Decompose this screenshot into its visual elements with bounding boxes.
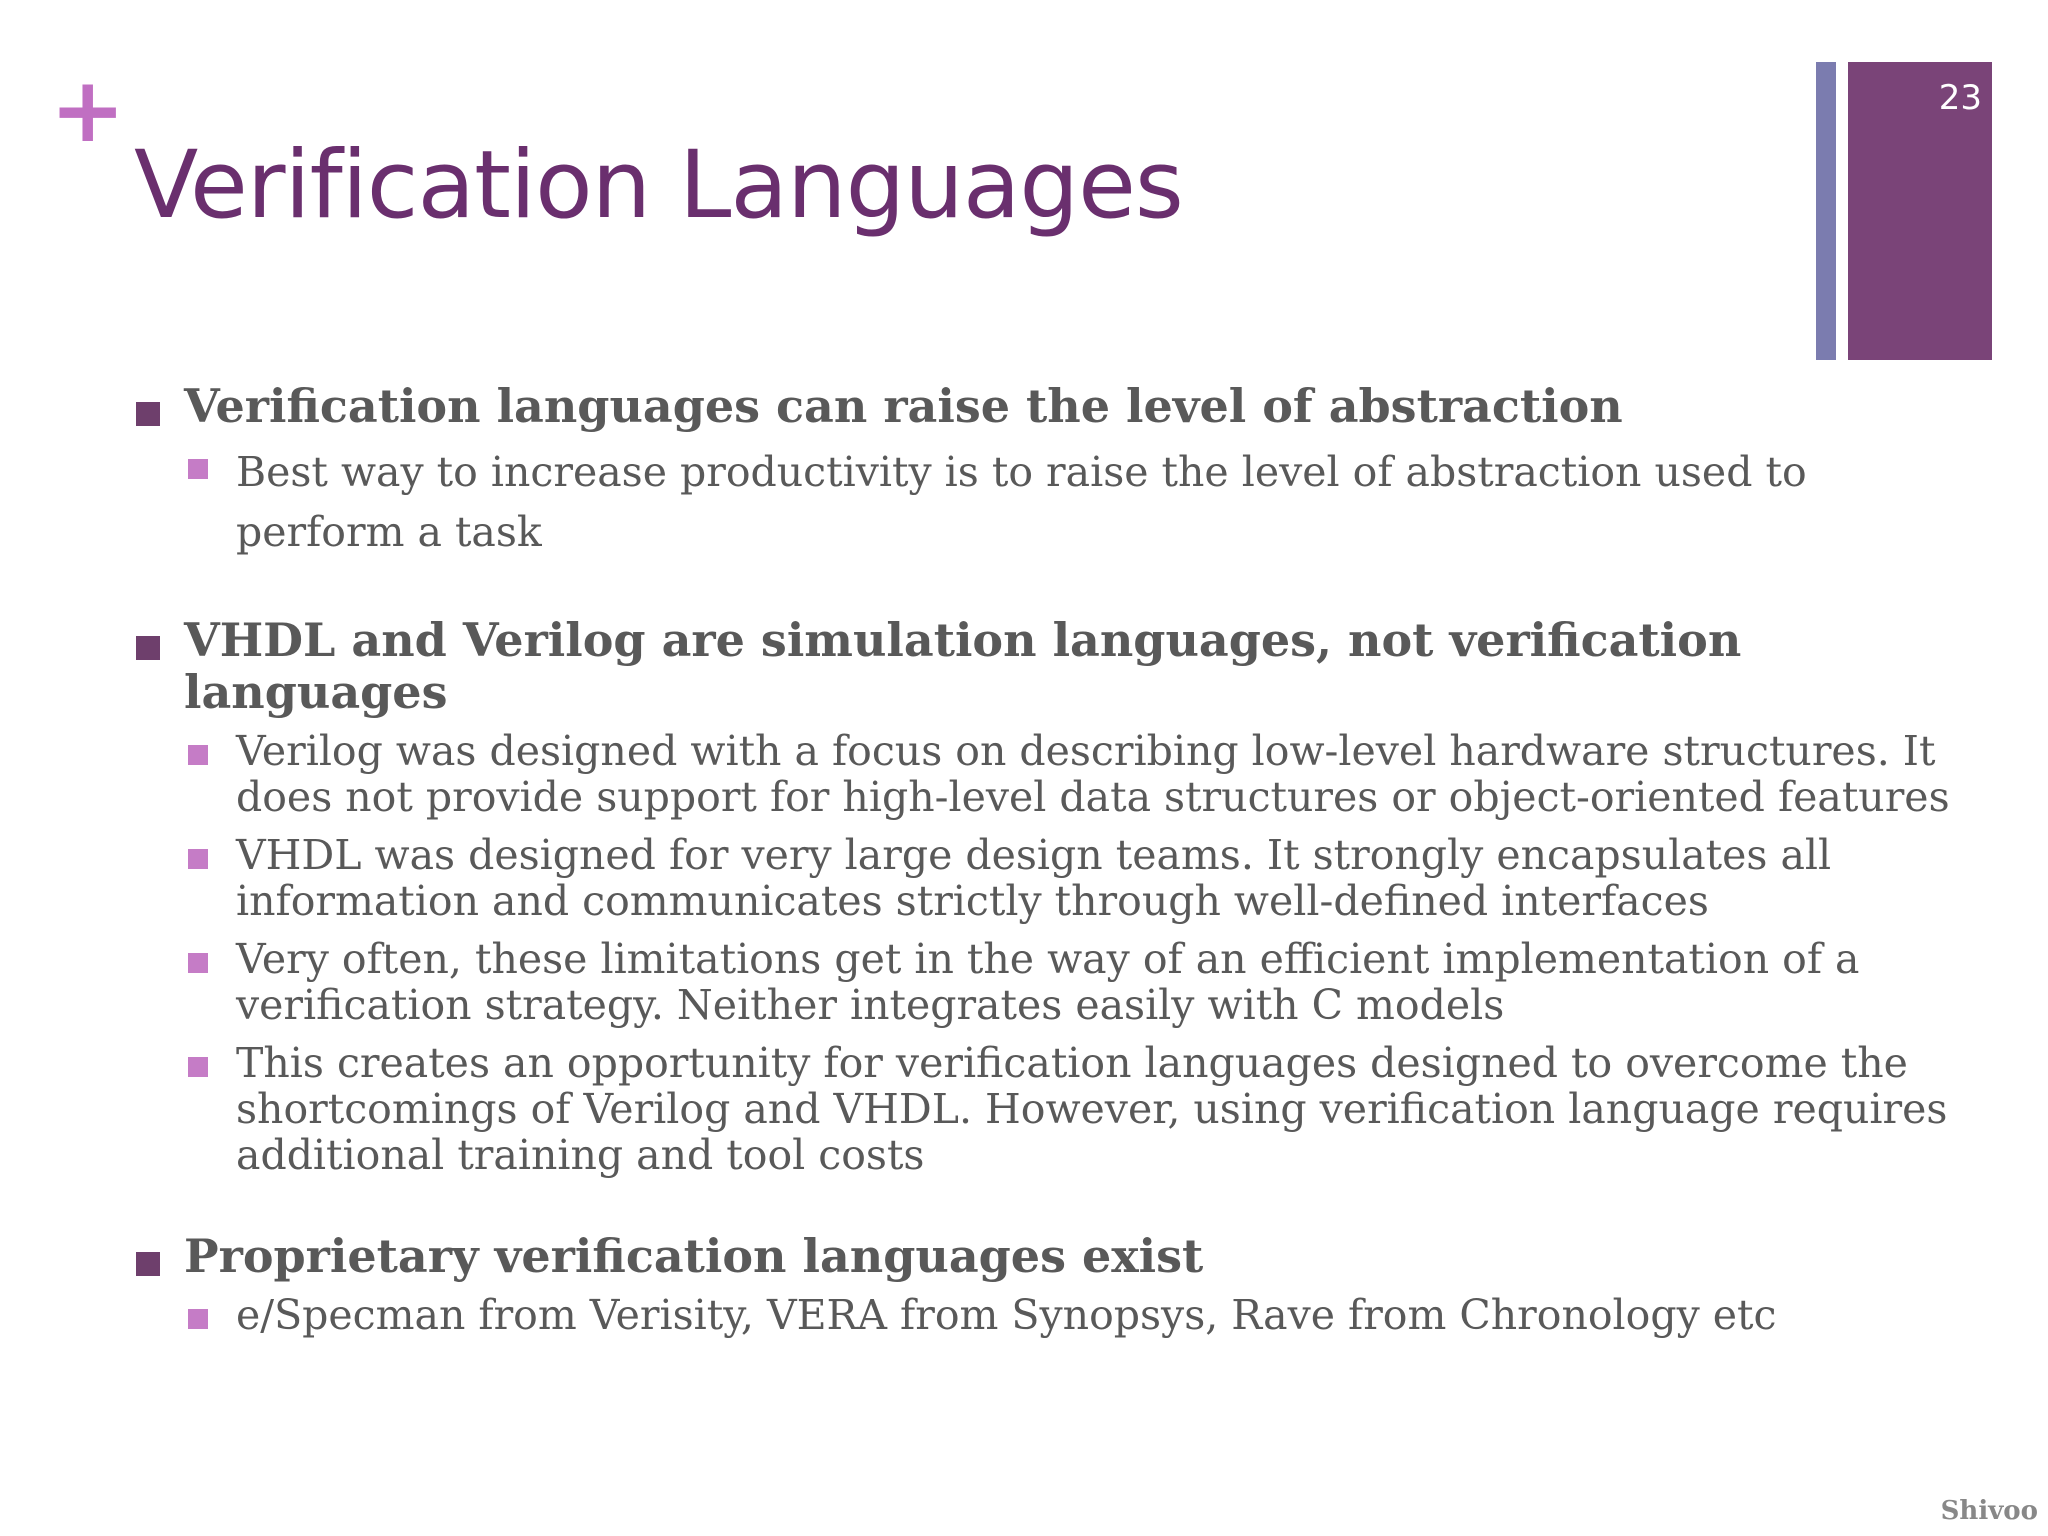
bullet-point: Best way to increase productivity is to raise the level of abstraction used to perform a task: [136, 442, 1976, 562]
slide-content: [136, 380, 1976, 1338]
slide-number: 23: [1938, 78, 1982, 118]
bullet-point: Verilog was designed with a focus on describing low-level hardware structures. It does not provide support for high-level data structures or object-oriented features: [136, 728, 1976, 820]
slide-title: Verification Languages: [134, 131, 1183, 240]
bullet-heading-3: Proprietary verification languages exist: [136, 1230, 1976, 1282]
bullet-point: e/Specman from Verisity, VERA from Synopsys, Rave from Chronology etc: [136, 1292, 1976, 1338]
footer-author: Shivoo: [1940, 1496, 2038, 1526]
bullet-point: This creates an opportunity for verification languages designed to overcome the shortcomings of Verilog and VHDL. However, using verification language requires additional training and tool costs: [136, 1040, 1976, 1178]
bullet-heading-1: Verification languages can raise the level of abstraction: [136, 380, 1976, 432]
bullet-heading-2: VHDL and Verilog are simulation languages, not verification languages: [136, 614, 1976, 718]
bullet-point: Very often, these limitations get in the way of an efficient implementation of a verification strategy. Neither integrates easily with C models: [136, 936, 1976, 1028]
bullet-point: VHDL was designed for very large design teams. It strongly encapsulates all information and communicates strictly through well-defined interfaces: [136, 832, 1976, 924]
accent-bar-thin: [1816, 62, 1836, 360]
plus-icon: +: [50, 58, 126, 163]
